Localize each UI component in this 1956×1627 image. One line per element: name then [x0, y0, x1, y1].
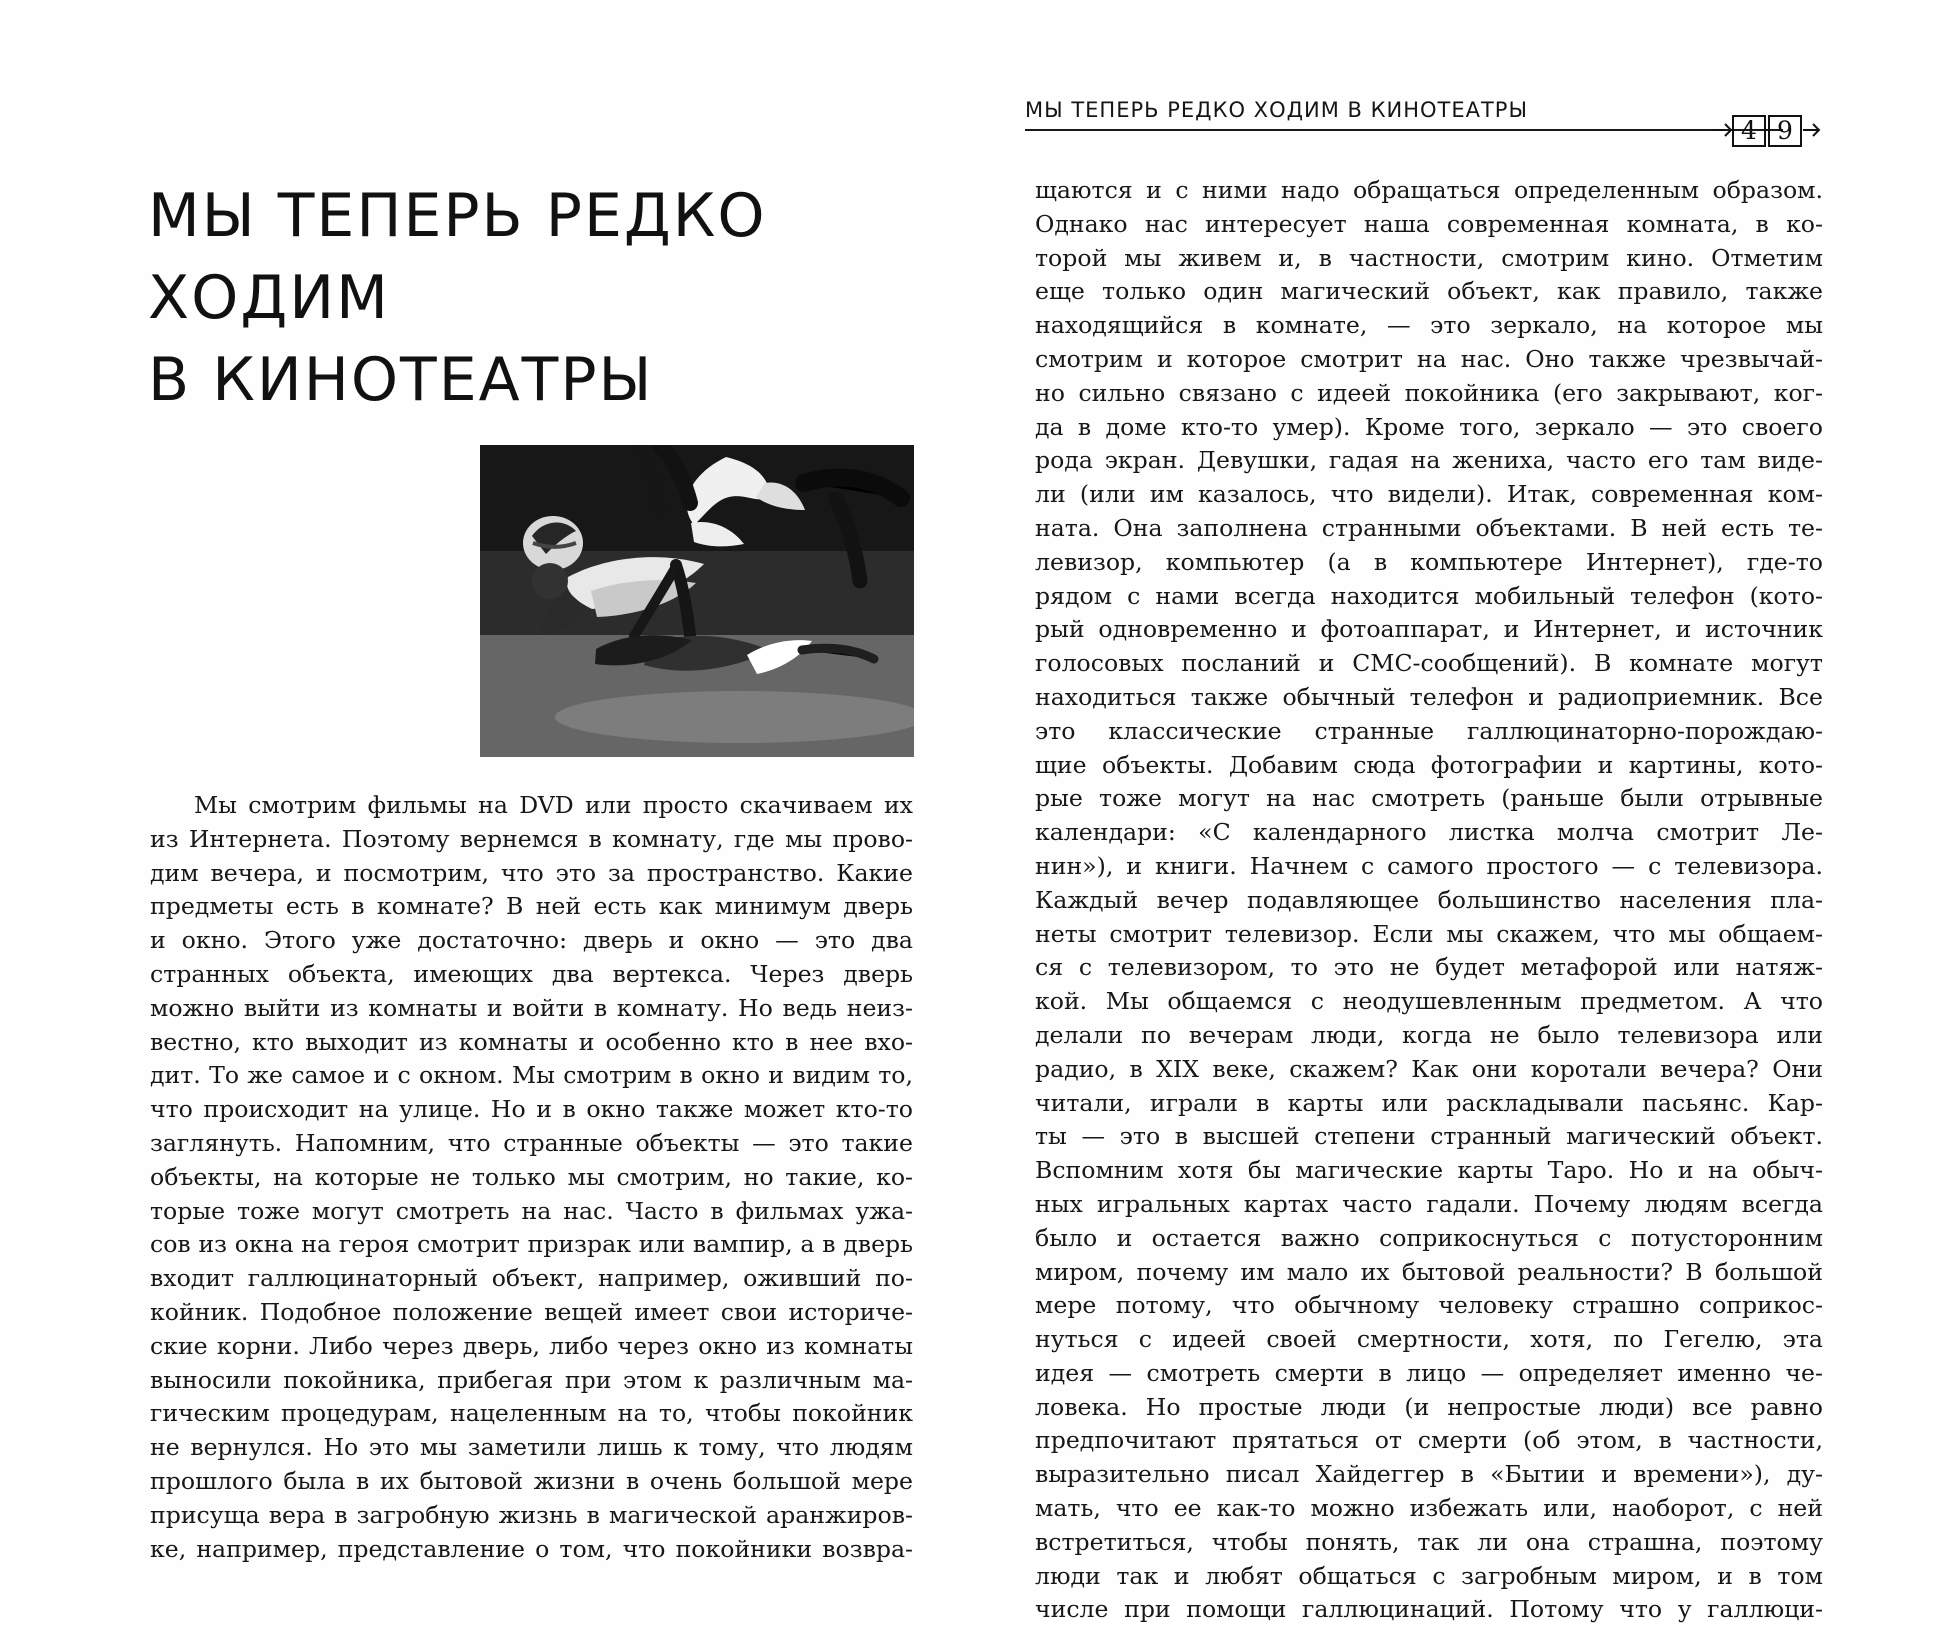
right-page-body-line: Каждый вечер подавляющее большинство населения пла- [1035, 885, 1823, 914]
chapter-title-line: В КИНОТЕАТРЫ [148, 345, 654, 415]
right-page-body-line: неты смотрит телевизор. Если мы скажем, что мы общаем- [1035, 919, 1823, 948]
chapter-title-line: МЫ ТЕПЕРЬ РЕДКО ХОДИМ [148, 181, 767, 333]
page-number-ornament [1711, 112, 1827, 148]
right-page-body-line: Однако нас интересует наша современная комната, в ко- [1035, 209, 1823, 238]
left-page-body-line: дим вечера, и посмотрим, что это за пространство. Какие [150, 858, 913, 887]
running-head: МЫ ТЕПЕРЬ РЕДКО ХОДИМ В КИНОТЕАТРЫ [1025, 98, 1529, 122]
right-page-body-line: смотрим и которое смотрит на нас. Оно также чрезвычай- [1035, 344, 1823, 373]
right-page-body-line: было и остается важно соприкоснуться с потусторонним [1035, 1223, 1823, 1252]
left-page [0, 0, 978, 1588]
right-page-body-line: левизор, компьютер (а в компьютере Интернет), где-то [1035, 547, 1823, 576]
left-page-body-line: из Интернета. Поэтому вернемся в комнату, где мы прово- [150, 824, 913, 853]
right-page-body-line: выразительно писал Хайдеггер в «Бытии и времени»), ду- [1035, 1460, 1823, 1489]
right-page-body-line: предпочитают прятаться от смерти (об этом, в частности, [1035, 1426, 1823, 1455]
left-page-body-line: что происходит на улице. Но и в окно также может кто-то [150, 1095, 913, 1124]
left-page-body-line: предметы есть в комнате? В ней есть как минимум дверь [150, 892, 913, 921]
left-page-body-line: Мы смотрим фильмы на DVD или просто скачиваем их [194, 791, 913, 819]
right-page-body-line: ловека. Но простые люди (и непростые люди) все равно [1035, 1392, 1823, 1421]
right-page-body-line: люди так и любят общаться с загробным миром, и в том [1035, 1561, 1823, 1590]
right-page-body-line: ты — это в высшей степени странный магический объект. [1035, 1122, 1823, 1151]
right-page-body-line: еще только один магический объект, как правило, также [1035, 277, 1823, 306]
right-page-body-line: ната. Она заполнена странными объектами. В ней есть те- [1035, 513, 1823, 542]
right-page-body-line: кой. Мы общаемся с неодушевленным предметом. А что [1035, 987, 1823, 1016]
left-page-body-line: ские корни. Либо через дверь, либо через окно из комнаты [150, 1331, 913, 1360]
left-page-body-line: гическим процедурам, нацеленным на то, чтобы покойник [150, 1399, 913, 1428]
right-page-body-line: находиться также обычный телефон и радиоприемник. Все [1035, 682, 1823, 711]
football-photo [480, 445, 914, 757]
right-page-body-line: ных игральных картах часто гадали. Почему людям всегда [1035, 1189, 1823, 1218]
right-page-body-line: голосовых посланий и СМС-сообщений). В комнате могут [1035, 649, 1823, 678]
left-page-body-line: и окно. Этого уже достаточно: дверь и окно — это два [150, 926, 913, 955]
right-page-body-line: мере потому, что обычному человеку страшно соприкос- [1035, 1291, 1823, 1320]
right-page-body-line: да в доме кто-то умер). Кроме того, зеркало — это своего [1035, 412, 1823, 441]
right-page-body-line: идея — смотреть смерти в лицо — определяет именно че- [1035, 1358, 1823, 1387]
left-page-body-line: присуща вера в загробную жизнь в магической аранжиров- [150, 1500, 913, 1529]
right-page-body-line: ся с телевизором, то это не будет метафорой или натяж- [1035, 953, 1823, 982]
right-page [978, 0, 1956, 1624]
right-page-body-line: торой мы живем и, в частности, смотрим кино. Отметим [1035, 243, 1823, 272]
running-head-rule [1025, 129, 1783, 131]
left-page-body-line: прошлого была в их бытовой жизни в очень большой мере [150, 1466, 913, 1495]
left-page-body-line: заглянуть. Напомним, что странные объекты — это такие [150, 1128, 913, 1157]
right-page-body-line: находящийся в комнате, — это зеркало, на которое мы [1035, 311, 1823, 340]
left-page-body-line: ке, например, представление о том, что покойники возвра- [150, 1534, 913, 1563]
left-page-body-line: сов из окна на героя смотрит призрак или вампир, а в дверь [150, 1230, 913, 1259]
left-page-body [150, 789, 913, 1566]
page-number-digit: 4 [1741, 116, 1757, 145]
right-page-body-line: читали, играли в карты или раскладывали пасьянс. Кар- [1035, 1088, 1823, 1117]
right-page-body-line: числе при помощи галлюцинаций. Потому что у галлюци- [1035, 1595, 1823, 1624]
left-page-body-line: странных объекта, имеющих два вертекса. Через дверь [150, 959, 913, 988]
left-page-body-line: вестно, кто выходит из комнаты и особенно кто в нее вхо- [150, 1027, 913, 1056]
right-page-body-line: рый одновременно и фотоаппарат, и Интернет, и источник [1035, 615, 1823, 644]
right-page-body-line: рода экран. Девушки, гадая на жениха, часто его там виде- [1035, 446, 1823, 475]
right-page-body-line: рядом с нами всегда находится мобильный телефон (кото- [1035, 581, 1823, 610]
left-page-body-line: торые тоже могут смотреть на нас. Часто в фильмах ужа- [150, 1196, 913, 1225]
right-page-body-line: щаются и с ними надо обращаться определенным образом. [1035, 176, 1823, 204]
left-page-body-line: объекты, на которые не только мы смотрим, но такие, ко- [150, 1162, 913, 1191]
left-page-body-line: выносили покойника, прибегая при этом к различным ма- [150, 1365, 913, 1394]
right-page-body-line: радио, в XIX веке, скажем? Как они коротали вечера? Они [1035, 1054, 1823, 1083]
right-page-body-line: это классические странные галлюцинаторно-порождаю- [1035, 716, 1823, 745]
left-page-body-line: не вернулся. Но это мы заметили лишь к тому, что людям [150, 1433, 913, 1462]
right-page-body-line: Вспомним хотя бы магические карты Таро. Но и на обыч- [1035, 1156, 1823, 1185]
right-page-body-line: щие объекты. Добавим сюда фотографии и картины, кото- [1035, 750, 1823, 779]
right-page-body-line: нин»), и книги. Начнем с самого простого — с телевизора. [1035, 851, 1823, 880]
page-number-digit: 9 [1777, 116, 1793, 145]
left-page-body-line: койник. Подобное положение вещей имеет свои историче- [150, 1297, 913, 1326]
left-page-body-line: можно выйти из комнаты и войти в комнату. Но ведь неиз- [150, 993, 913, 1022]
chapter-title [148, 175, 848, 421]
right-page-body-line: рые тоже могут на нас смотреть (раньше были отрывные [1035, 784, 1823, 813]
right-page-body-line: делали по вечерам люди, когда не было телевизора или [1035, 1020, 1823, 1049]
football-photo-illustration [480, 445, 914, 757]
right-page-body-line: миром, почему им мало их бытовой реальности? В большой [1035, 1257, 1823, 1286]
right-page-body-line: но сильно связано с идеей покойника (его закрывают, ког- [1035, 378, 1823, 407]
right-page-body-line: нуться с идеей своей смертности, хотя, по Гегелю, эта [1035, 1325, 1823, 1354]
left-page-body-line: входит галлюцинаторный объект, например, оживший по- [150, 1264, 913, 1293]
right-page-body-line: встретиться, чтобы понять, так ли она страшна, поэтому [1035, 1527, 1823, 1556]
right-page-body-line: ли (или им казалось, что видели). Итак, современная ком- [1035, 480, 1823, 509]
page-number [1711, 112, 1827, 148]
right-page-body-line: календари: «С календарного листка молча смотрит Ле- [1035, 818, 1823, 847]
right-page-body-line: мать, что ее как-то можно избежать или, наоборот, с ней [1035, 1494, 1823, 1523]
left-page-body-line: дит. То же самое и с окном. Мы смотрим в окно и видим то, [150, 1061, 913, 1090]
right-page-body [1035, 174, 1823, 1627]
